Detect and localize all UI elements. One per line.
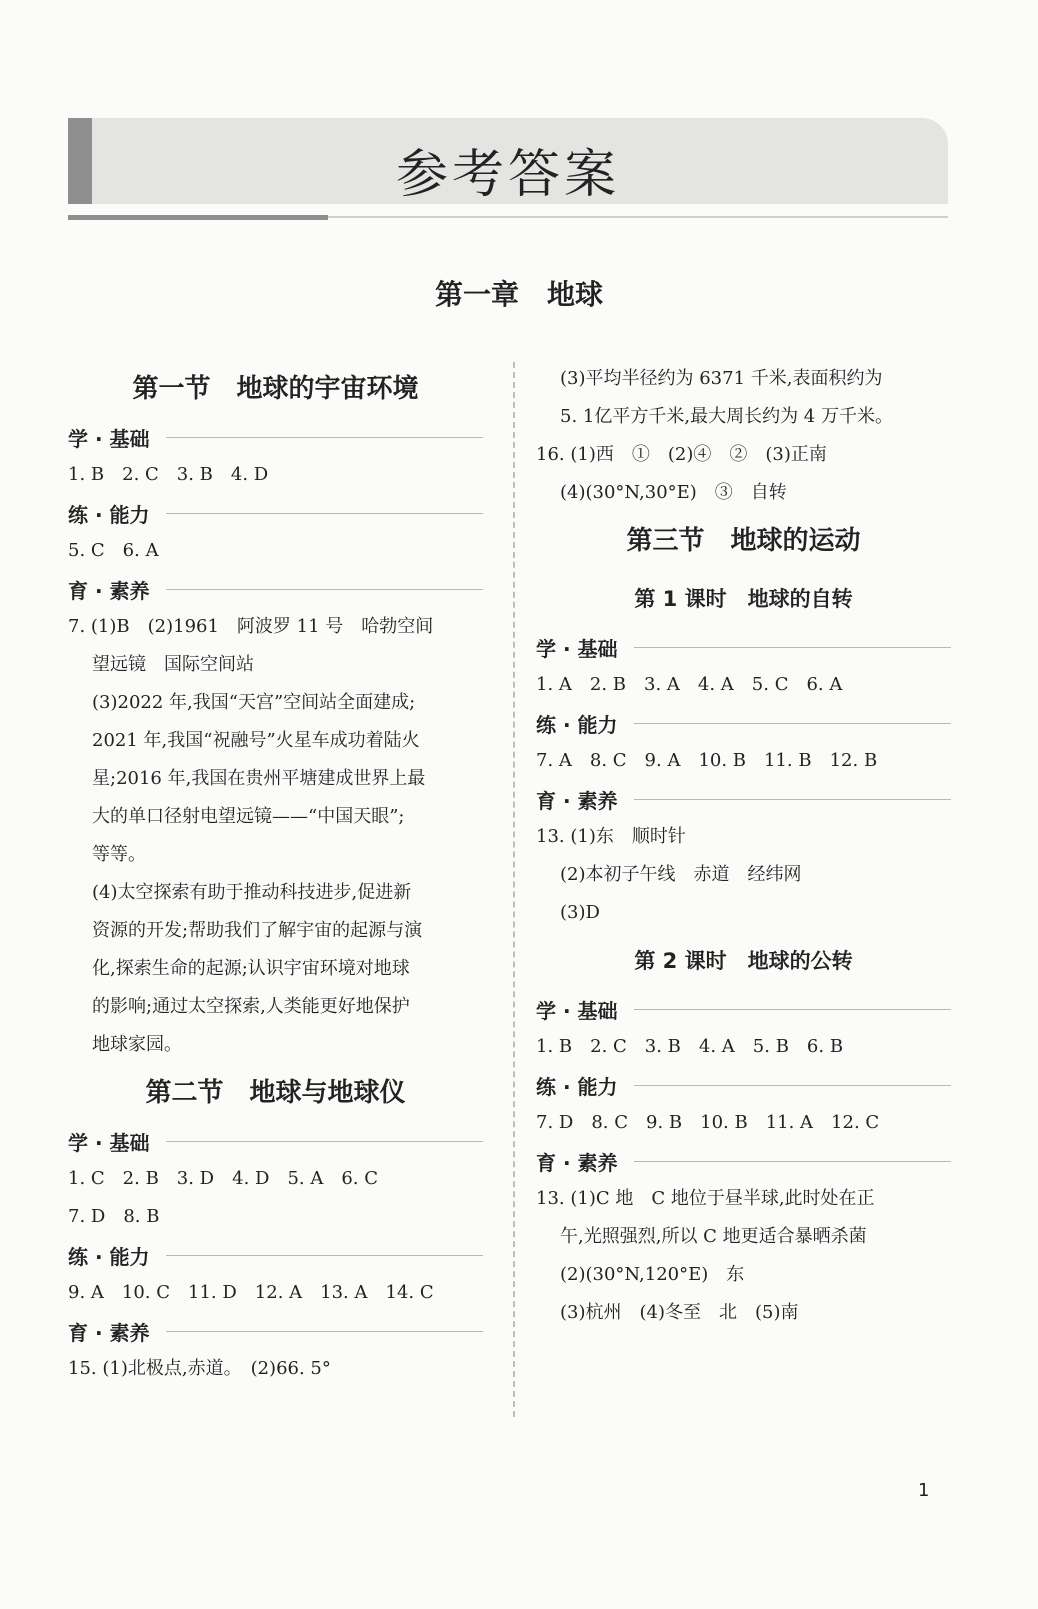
category-heading [536,704,951,742]
category-heading [68,418,483,456]
section-title: 第三节 地球的运动 [626,526,861,556]
chapter-title: 第一章 地球 [434,278,603,311]
category-rule [634,1085,951,1086]
category-rule [166,589,483,590]
answer-line: 化,探索生命的起源;认识宇宙环境对地球 [92,958,410,979]
category-label: 练 · 能力 [536,1074,618,1099]
category-rule [634,799,951,800]
answer-line: (3)平均半径约为 6371 千米,表面积约为 [560,368,883,389]
category-rule [634,723,951,724]
section-title: 第一节 地球的宇宙环境 [132,374,419,404]
answer-line: 星;2016 年,我国在贵州平塘建成世界上最 [92,768,426,789]
answer-line: 资源的开发;帮助我们了解宇宙的起源与演 [92,920,423,941]
category-label: 学 · 基础 [68,1130,150,1155]
answer-line: 7. A 8. C 9. A 10. B 11. B 12. B [536,750,878,771]
lesson-title: 第 1 课时 地球的自转 [634,587,853,611]
answer-line: 午,光照强烈,所以 C 地更适合暴晒杀菌 [560,1226,867,1247]
title-rule-dark [68,215,328,220]
answer-line: (4)太空探索有助于推动科技进步,促进新 [92,882,412,903]
answer-line: 地球家园。 [92,1034,182,1055]
category-label: 练 · 能力 [68,1244,150,1269]
answer-line: 等等。 [92,844,146,865]
answer-line: 13. (1)C 地 C 地位于昼半球,此时处在正 [536,1188,875,1209]
category-label: 育 · 素养 [536,788,618,813]
page-number: 1 [918,1480,930,1501]
category-rule [166,513,483,514]
answer-line: 1. A 2. B 3. A 4. A 5. C 6. A [536,674,843,695]
title-rule-light [328,216,948,218]
category-rule [166,1141,483,1142]
category-rule [634,1009,951,1010]
page-title: 参考答案 [395,145,620,205]
category-label: 学 · 基础 [68,426,150,451]
category-label: 学 · 基础 [536,636,618,661]
category-rule [166,1255,483,1256]
category-label: 学 · 基础 [536,998,618,1023]
lesson-title: 第 2 课时 地球的公转 [634,949,853,973]
category-rule [634,1161,951,1162]
category-heading [68,494,483,532]
category-heading [536,628,951,666]
answer-line: 7. (1)B (2)1961 阿波罗 11 号 哈勃空间 [68,616,434,637]
answer-line: 7. D 8. C 9. B 10. B 11. A 12. C [536,1112,880,1133]
answer-line: 望远镜 国际空间站 [92,654,254,675]
category-rule [166,1331,483,1332]
answer-line: 1. C 2. B 3. D 4. D 5. A 6. C [68,1168,379,1189]
title-banner [68,118,948,204]
answer-line: 9. A 10. C 11. D 12. A 13. A 14. C [68,1282,434,1303]
answer-line: (3)D [560,902,600,923]
category-rule [166,437,483,438]
right-column [536,360,951,1332]
answer-line: 的影响;通过太空探索,人类能更好地保护 [92,996,410,1017]
answer-line: 7. D 8. B [68,1206,160,1227]
column-divider [513,362,515,1417]
answer-line: (2)(30°N,120°E) 东 [560,1264,745,1285]
answer-line: 16. (1)西 ① (2)④ ② (3)正南 [536,444,827,465]
answer-line: 大的单口径射电望远镜——“中国天眼”; [92,806,405,827]
answer-line: 5. C 6. A [68,540,159,561]
answer-line: 2021 年,我国“祝融号”火星车成功着陆火 [92,730,420,751]
answer-line: (3)2022 年,我国“天宫”空间站全面建成; [92,692,416,713]
category-heading [68,1122,483,1160]
category-label: 育 · 素养 [68,578,150,603]
category-label: 练 · 能力 [68,502,150,527]
category-label: 育 · 素养 [68,1320,150,1345]
answer-line: (2)本初子午线 赤道 经纬网 [560,864,802,885]
answer-line: 1. B 2. C 3. B 4. D [68,464,269,485]
section-title: 第二节 地球与地球仪 [145,1078,406,1108]
category-rule [634,647,951,648]
category-label: 育 · 素养 [536,1150,618,1175]
answer-line: (4)(30°N,30°E) ③ 自转 [560,482,787,503]
category-heading [68,570,483,608]
category-heading [536,990,951,1028]
answer-line: 15. (1)北极点,赤道。 (2)66. 5° [68,1358,331,1379]
category-label: 练 · 能力 [536,712,618,737]
answer-line: 1. B 2. C 3. B 4. A 5. B 6. B [536,1036,844,1057]
category-heading [68,1236,483,1274]
answer-line: 13. (1)东 顺时针 [536,826,686,847]
category-heading [536,1066,951,1104]
left-column [68,360,483,1388]
answer-line: 5. 1亿平方千米,最大周长约为 4 万千米。 [560,406,893,427]
answer-line: (3)杭州 (4)冬至 北 (5)南 [560,1302,799,1323]
category-heading [536,1142,951,1180]
category-heading [536,780,951,818]
category-heading [68,1312,483,1350]
